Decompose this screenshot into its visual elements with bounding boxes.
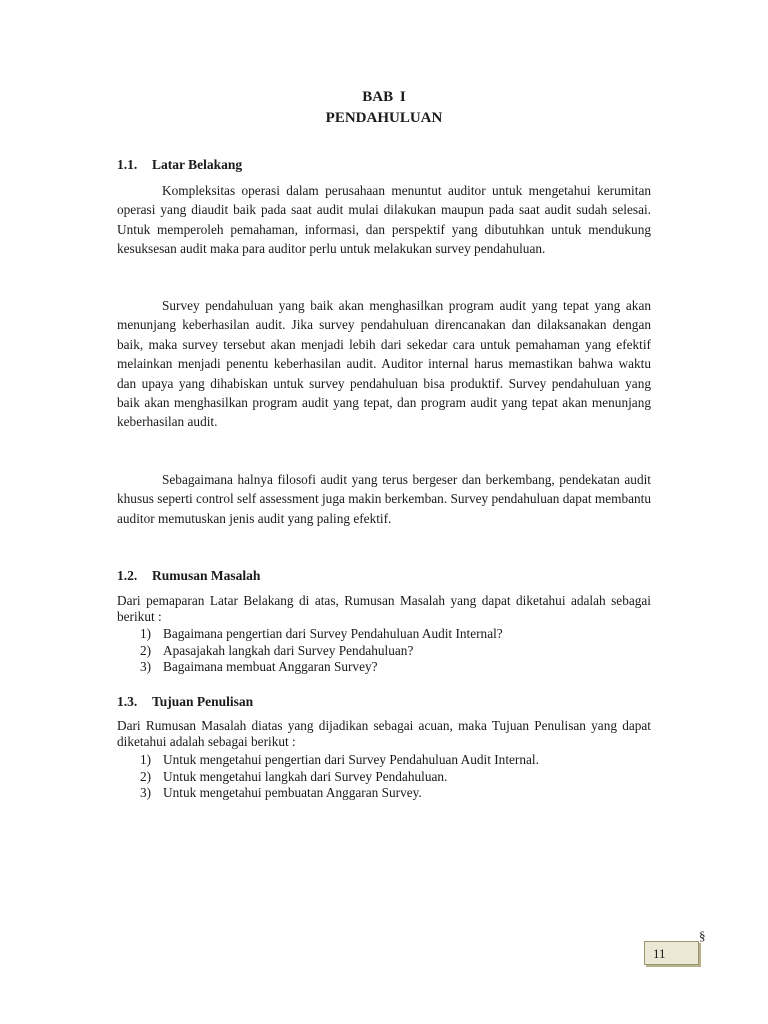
section-intro: Dari pemaparan Latar Belakang di atas, Rumusan Masalah yang dapat diketahui adalah sebagai berikut :: [117, 593, 651, 624]
section-title: Tujuan Penulisan: [152, 694, 254, 709]
paragraph: Survey pendahuluan yang baik akan menghasilkan program audit yang tepat yang akan menunjang keberhasilan audit. Jika survey pendahuluan direncanakan dan dilaksanakan dengan baik, maka survey tersebut akan menjadi lebih dari sekedar cara untuk pemahaman yang efektif melainkan menjadi penentu keberhasilan audit. Auditor internal harus memastikan bahwa waktu dan upaya yang dihabiskan untuk survey pendahuluan bisa produktif. Survey pendahuluan yang baik akan menghasilkan program audit yang tepat, dan program audit yang tepat akan menunjang keberhasilan audit.: [117, 298, 651, 430]
list-item: 1) Bagaimana pengertian dari Survey Pendahuluan Audit Internal?: [140, 626, 503, 641]
list-item: 3) Untuk mengetahui pembuatan Anggaran Survey.: [140, 785, 422, 800]
section-number: 1.1.: [117, 157, 138, 172]
section-number: 1.3.: [117, 694, 138, 709]
list-item: 1) Untuk mengetahui pengertian dari Survey Pendahuluan Audit Internal.: [140, 752, 539, 767]
list-item: 3) Bagaimana membuat Anggaran Survey?: [140, 659, 378, 674]
numbered-list: [140, 626, 640, 676]
section-number: 1.2.: [117, 568, 138, 583]
chapter-number: BAB I: [362, 89, 406, 105]
section-title: Rumusan Masalah: [152, 568, 261, 583]
section-mark: §: [699, 928, 706, 943]
section-heading-rumusan-masalah: [117, 567, 260, 585]
page-number-badge: 11: [644, 941, 699, 965]
section-heading-latar-belakang: [117, 156, 242, 174]
numbered-list: [140, 752, 640, 802]
section-title: Latar Belakang: [152, 157, 243, 172]
paragraph: Sebagaimana halnya filosofi audit yang terus bergeser dan berkembang, pendekatan audit khusus seperti control self assessment juga makin berkemban. Survey pendahuluan dapat membantu auditor memutuskan jenis audit yang paling efektif.: [117, 472, 651, 526]
section-intro: Dari Rumusan Masalah diatas yang dijadikan sebagai acuan, maka Tujuan Penulisan yang dapat diketahui adalah sebagai berikut :: [117, 718, 651, 749]
chapter-heading: [117, 87, 651, 129]
section-heading-tujuan-penulisan: [117, 693, 253, 711]
paragraph: Kompleksitas operasi dalam perusahaan menuntut auditor untuk mengetahui kerumitan operasi yang diaudit baik pada saat audit mulai dilakukan maupun pada saat audit sudah selesai. Untuk memperoleh pemahaman, informasi, dan perspektif yang dibutuhkan untuk mendukung kesuksesan audit maka para auditor perlu untuk melakukan survey pendahuluan.: [117, 183, 651, 257]
list-item: 2) Apasajakah langkah dari Survey Pendahuluan?: [140, 642, 414, 658]
list-item: 2) Untuk mengetahui langkah dari Survey Pendahuluan.: [140, 768, 448, 784]
chapter-title: PENDAHULUAN: [325, 110, 443, 126]
